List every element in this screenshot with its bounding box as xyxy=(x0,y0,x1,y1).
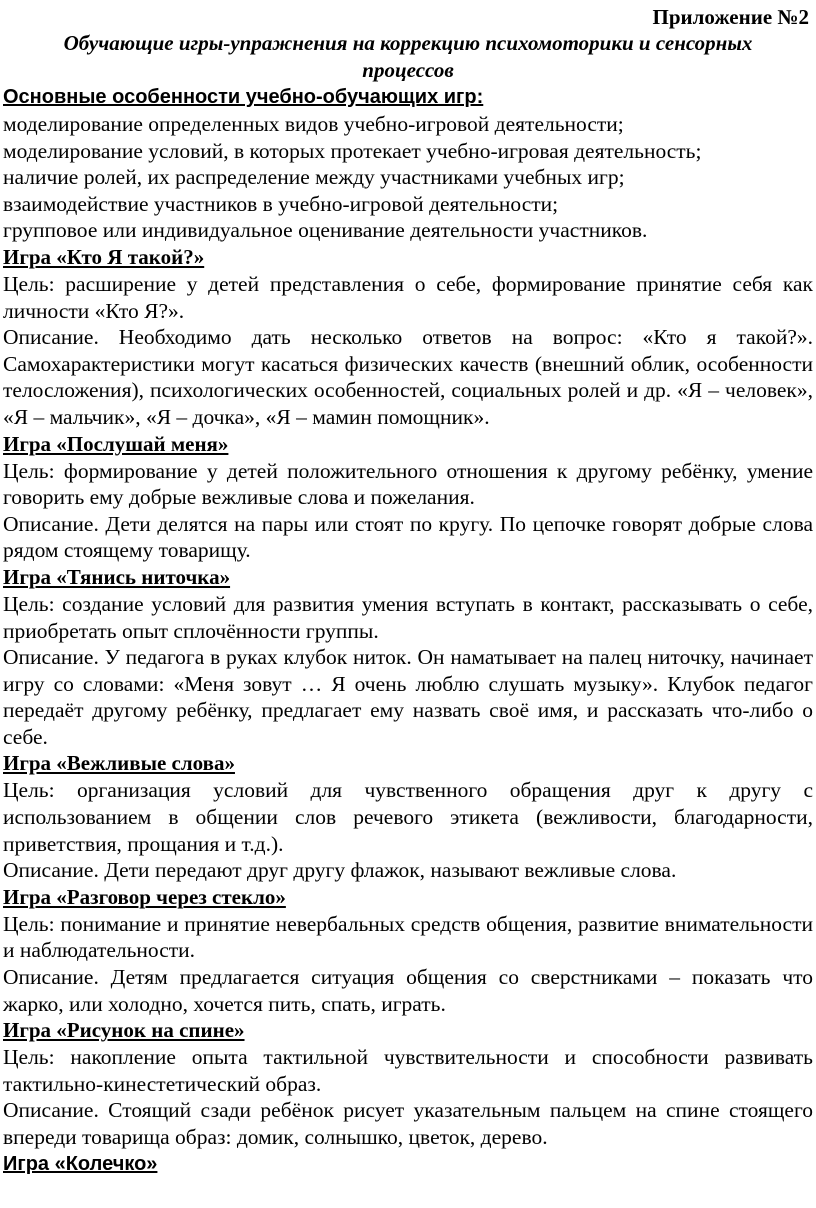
game-description: Описание. Детям предлагается ситуация общения со сверстниками – показать что жарко, или холодно, хочется пить, спать, играть. xyxy=(3,965,813,1016)
game-goal: Цель: создание условий для развития умения вступать в контакт, рассказывать о себе, приобретать опыт сплочённости группы. xyxy=(3,591,813,643)
feature-item: наличие ролей, их распределение между участниками учебных игр; xyxy=(3,165,625,190)
game-description: Описание. Дети передают друг другу флажок, называют вежливые слова. xyxy=(3,858,677,883)
game-goal: Цель: организация условий для чувственного обращения друг к другу с использованием в общении слов речевого этикета (вежливости, благодарности, приветствия, прощания и т.д.). xyxy=(3,778,813,856)
game-description: Описание. Необходимо дать несколько ответов на вопрос: «Кто я такой?». Самохарактеристики могут касаться физических качеств (внешний облик, особенности телосложения), психологических особенностей, социальных ролей и др. «Я – человек», «Я – мальчик», «Я – дочка», «Я – мамин помощник». xyxy=(3,325,813,429)
game-heading: Игра «Разговор через стекло» xyxy=(3,884,286,909)
game-goal: Цель: понимание и принятие невербальных средств общения, развитие внимательности и наблюдательности. xyxy=(3,911,813,963)
features-heading: Основные особенности учебно-обучающих игр: xyxy=(3,86,484,108)
game-goal: Цель: формирование у детей положительного отношения к другому ребёнку, умение говорить ему добрые вежливые слова и пожелания. xyxy=(3,458,813,510)
game-goal: Цель: расширение у детей представления о себе, формирование принятие себя как личности «Кто Я?». xyxy=(3,271,813,323)
feature-item: моделирование условий, в которых протекает учебно-игровая деятельность; xyxy=(3,138,702,163)
feature-item: групповое или индивидуальное оценивание деятельности участников. xyxy=(3,218,648,243)
appendix-label: Приложение №2 xyxy=(652,5,809,29)
game-heading: Игра «Послушай меня» xyxy=(3,431,229,456)
feature-item: моделирование определенных видов учебно-игровой деятельности; xyxy=(3,112,624,136)
game-heading: Игра «Вежливые слова» xyxy=(3,751,235,776)
game-heading: Игра «Колечко» xyxy=(3,1152,158,1175)
document-title: Обучающие игры-упражнения на коррекцию психомоторики и сенсорных процессов xyxy=(63,31,753,82)
game-description: Описание. Стоящий сзади ребёнок рисует указательным пальцем на спине стоящего впереди товарища образ: домик, солнышко, цветок, дерево. xyxy=(3,1098,813,1149)
game-heading: Игра «Рисунок на спине» xyxy=(3,1018,245,1043)
game-description: Описание. У педагога в руках клубок ниток. Он наматывает на палец ниточку, начинает игру со словами: «Меня зовут … Я очень люблю слушать музыку». Клубок педагог передаёт другому ребёнку, предлагает ему назвать своё имя, и рассказать что-либо о себе. xyxy=(3,645,813,749)
game-goal: Цель: накопление опыта тактильной чувствительности и способности развивать тактильно-кинестетический образ. xyxy=(3,1045,813,1096)
game-heading: Игра «Кто Я такой?» xyxy=(3,244,205,269)
feature-item: взаимодействие участников в учебно-игровой деятельности; xyxy=(3,191,559,216)
game-heading: Игра «Тянись ниточка» xyxy=(3,564,231,589)
game-description: Описание. Дети делятся на пары или стоят по кругу. По цепочке говорят добрые слова рядом стоящему товарищу. xyxy=(3,511,813,563)
